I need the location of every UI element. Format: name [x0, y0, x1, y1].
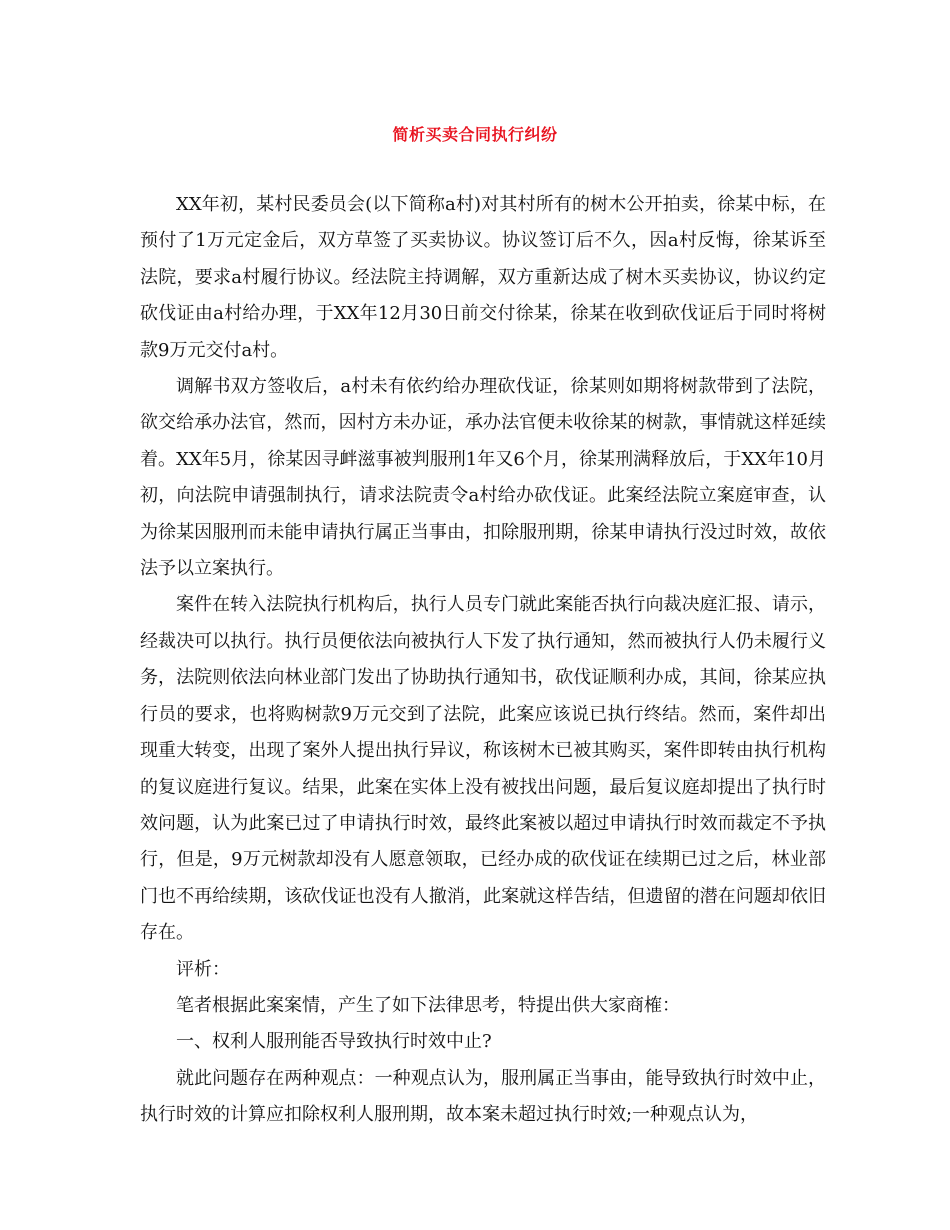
document-body	[140, 187, 826, 1134]
paragraph-4: 笔者根据此案案情，产生了如下法律思考，特提出供大家商榷：	[176, 994, 680, 1016]
paragraph-3: 案件在转入法院执行机构后，执行人员专门就此案能否执行向裁决庭汇报、请示，经裁决可以执行。执行员便依法向被执行人下发了执行通知，然而被执行人仍未履行义务，法院则依法向林业部门发出了协助执行通知书，砍伐证顺利办成，其间，徐某应执行员的要求，也将购树款9万元交到了法院，此案应该说已执行终结。然而，案件却出现重大转变，出现了案外人提出执行异议，称该树木已被其购买，案件即转由执行机构的复议庭进行复议。结果，此案在实体上没有被找出问题，最后复议庭却提出了执行时效问题，认为此案已过了申请执行时效，最终此案被以超过申请执行时效而裁定不予执行，但是，9万元树款却没有人愿意领取，已经办成的砍伐证在续期已过之后，林业部门也不再给续期，该砍伐证也没有人撤消，此案就这样告结，但遗留的潜在问题却依旧存在。	[140, 594, 826, 944]
paragraph-2: 调解书双方签收后，a村未有依约给办理砍伐证，徐某则如期将树款带到了法院，欲交给承办法官，然而，因村方未办证，承办法官便未收徐某的树款，事情就这样延续着。XX年5月，徐某因寻衅滋事被判服刑1年又6个月，徐某刑满释放后，于XX年10月初，向法院申请强制执行，请求法院责令a村给办砍伐证。此案经法院立案庭审查，认为徐某因服刑而未能申请执行属正当事由，扣除服刑期，徐某申请执行没过时效，故依法予以立案执行。	[140, 376, 826, 580]
paragraph-1: XX年初，某村民委员会(以下简称a村)对其村所有的树木公开拍卖，徐某中标，在预付了1万元定金后，双方草签了买卖协议。协议签订后不久，因a村反悔，徐某诉至法院，要求a村履行协议。经法院主持调解，双方重新达成了树木买卖协议，协议约定砍伐证由a村给办理，于XX年12月30日前交付徐某，徐某在收到砍伐证后于同时将树款9万元交付a村。	[140, 194, 826, 361]
paragraph-5: 就此问题存在两种观点：一种观点认为，服刑属正当事由，能导致执行时效中止，执行时效的计算应扣除权利人服刑期，故本案未超过执行时效;一种观点认为，	[140, 1067, 826, 1126]
paragraph-analysis-heading: 评析：	[176, 958, 230, 980]
section-heading-1: 一、权利人服刑能否导致执行时效中止?	[176, 1031, 492, 1053]
document-title: 简析买卖合同执行纠纷	[392, 125, 558, 144]
